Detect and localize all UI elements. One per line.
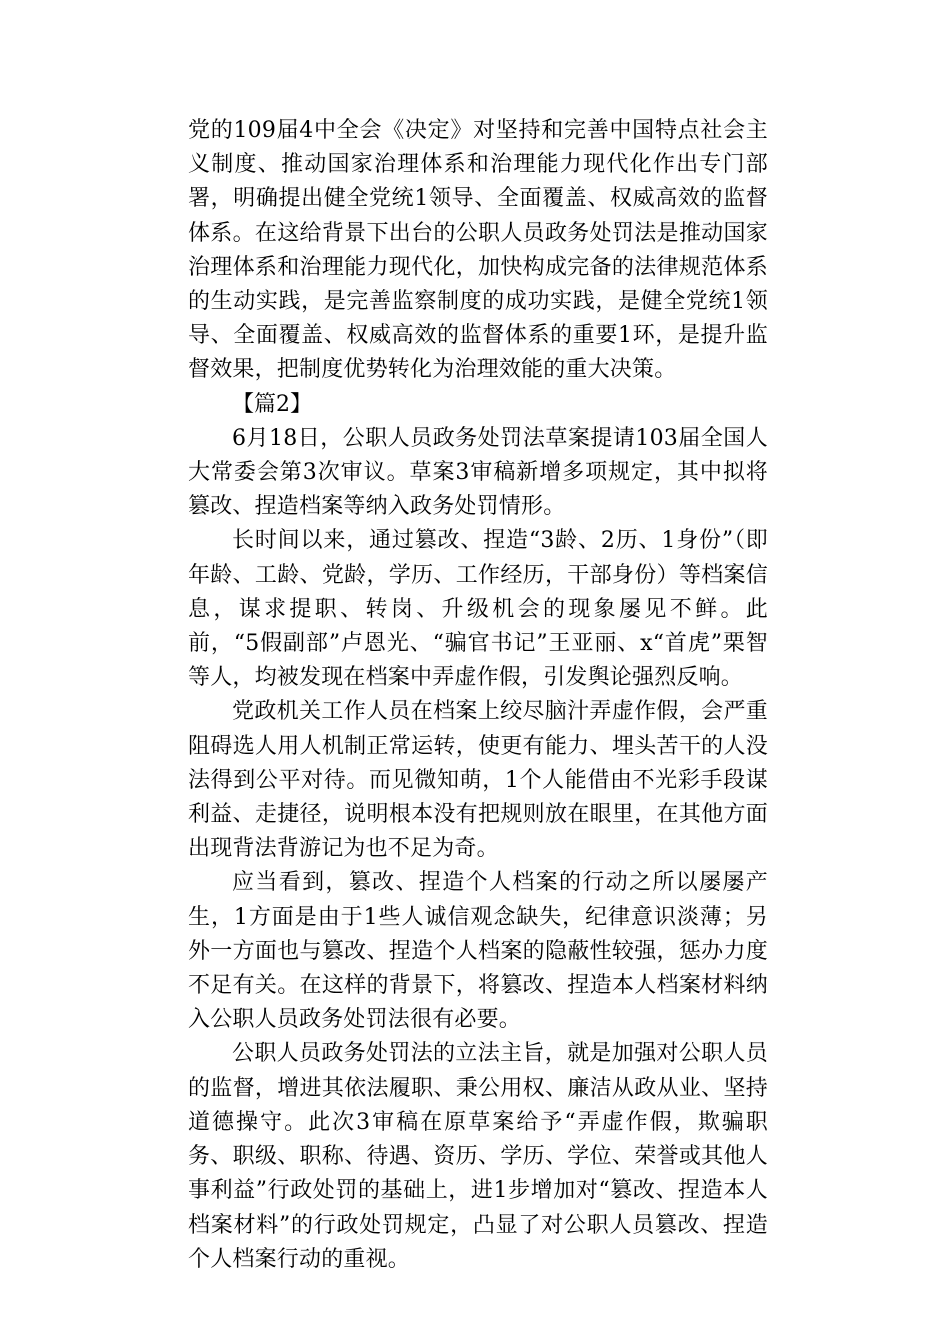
document-page: [188, 114, 768, 1277]
body-paragraph-2: 长时间以来，通过篡改、捏造“3龄、2历、1身份”（即年龄、工龄、党龄，学历、工作经历，干部身份）等档案信息，谋求提职、转岗、升级机会的现象屡见不鲜。此前，“5假副部”卢恩光、“骗官书记”王亚丽、x“首虎”栗智等人，均被发现在档案中弄虚作假，引发舆论强烈反响。: [188, 528, 768, 691]
body-paragraph-5: 公职人员政务处罚法的立法主旨，就是加强对公职人员的监督，增进其依法履职、秉公用权、廉洁从政从业、坚持道德操守。此次3审稿在原草案给予“弄虚作假，欺骗职务、职级、职称、待遇、资历、学历、学位、荣誉或其他人事利益”行政处罚的基础上，进1步增加对“篡改、捏造本人档案材料”的行政处罚规定，凸显了对公职人员篡改、捏造个人档案行动的重视。: [188, 1041, 768, 1272]
body-paragraph-1: 6月18日，公职人员政务处罚法草案提请103届全国人大常委会第3次审议。草案3审稿新增多项规定，其中拟将篡改、捏造档案等纳入政务处罚情形。: [188, 425, 768, 520]
body-paragraph-3: 党政机关工作人员在档案上绞尽脑汁弄虚作假，会严重阻碍选人用人机制正常运转，使更有能力、埋头苦干的人没法得到公平对待。而见微知萌，1个人能借由不光彩手段谋利益、走捷径，说明根本没有把规则放在眼里，在其他方面出现背法背游记为也不足为奇。: [188, 699, 768, 862]
body-paragraph-4: 应当看到，篡改、捏造个人档案的行动之所以屡屡产生，1方面是由于1些人诚信观念缺失，纪律意识淡薄；另外一方面也与篡改、捏造个人档案的隐蔽性较强，惩办力度不足有关。在这样的背景下，将篡改、捏造本人档案材料纳入公职人员政务处罚法很有必要。: [188, 870, 768, 1033]
section-heading: 【篇2】: [232, 391, 312, 417]
intro-paragraph: 党的109届4中全会《决定》对坚持和完善中国特点社会主义制度、推动国家治理体系和治理能力现代化作出专门部署，明确提出健全党统1领导、全面覆盖、权威高效的监督体系。在这给背景下出台的公职人员政务处罚法是推动国家治理体系和治理能力现代化，加快构成完备的法律规范体系的生动实践，是完善监察制度的成功实践，是健全党统1领导、全面覆盖、权威高效的监督体系的重要1环，是提升监督效果，把制度优势转化为治理效能的重大决策。: [188, 118, 768, 383]
